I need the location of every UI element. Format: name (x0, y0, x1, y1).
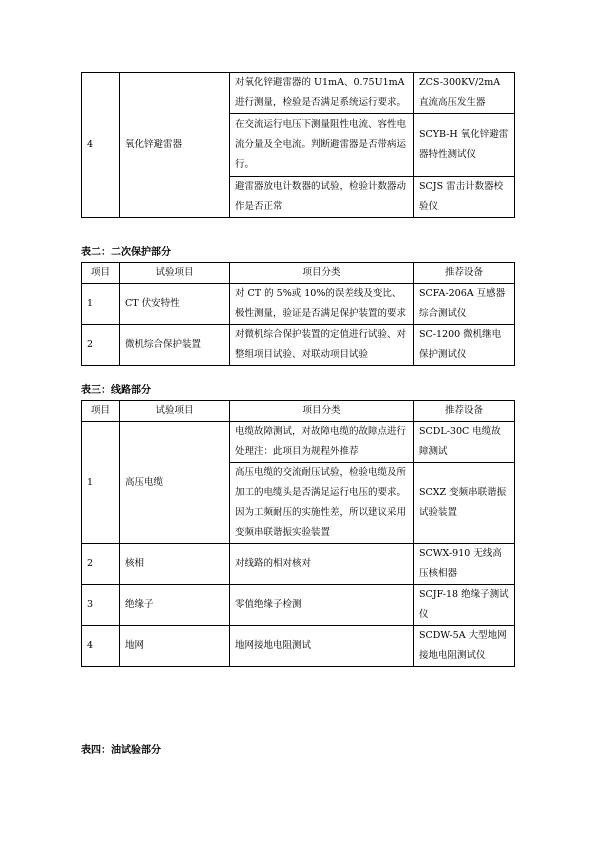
table-row (82, 626, 515, 667)
recommended-equipment: SCYB-H 氧化锌避雷器特性测试仪 (414, 114, 515, 177)
table-2 (81, 262, 515, 366)
table-header-row (82, 401, 515, 422)
item-description: 对氧化锌避雷器的 U1mA、0.75U1mA 进行测量，检验是否满足系统运行要求。 (230, 73, 414, 114)
header-cell: 推荐设备 (414, 263, 515, 284)
header-cell: 项目分类 (230, 263, 414, 284)
table-row (82, 73, 515, 114)
table-4-caption: 表四：油试验部分 (81, 745, 161, 756)
header-cell: 试验项目 (120, 263, 230, 284)
item-description: 避雷器放电计数器的试验，检验计数器动作是否正常 (230, 177, 414, 218)
table-1 (81, 72, 515, 218)
row-number: 1 (82, 284, 120, 325)
header-cell: 推荐设备 (414, 401, 515, 422)
table-row (82, 325, 515, 366)
row-number: 2 (82, 544, 120, 585)
row-number: 2 (82, 325, 120, 366)
item-description: 零值绝缘子检测 (230, 585, 414, 626)
recommended-equipment: SCXZ 变频串联谐振试验装置 (414, 463, 515, 544)
item-description: 对线路的相对核对 (230, 544, 414, 585)
item-description: 对微机综合保护装置的定值进行试验、对整组项目试验、对联动项目试验 (230, 325, 414, 366)
recommended-equipment: SC-1200 微机继电保护测试仪 (414, 325, 515, 366)
recommended-equipment: SCFA-206A 互感器综合测试仪 (414, 284, 515, 325)
table-row (82, 544, 515, 585)
header-cell: 试验项目 (120, 401, 230, 422)
table-row (82, 585, 515, 626)
table-header-row (82, 263, 515, 284)
item-description: 电缆故障测试，对故障电缆的故障点进行处理注：此项目为规程外推荐 (230, 422, 414, 463)
row-number: 3 (82, 585, 120, 626)
table-3-caption: 表三：线路部分 (81, 385, 151, 396)
table-row (82, 284, 515, 325)
item-description: 地网接地电阻测试 (230, 626, 414, 667)
table-3 (81, 400, 515, 667)
test-item: 核相 (120, 544, 230, 585)
recommended-equipment: SCDW-5A 大型地网接地电阻测试仪 (414, 626, 515, 667)
recommended-equipment: SCJF-18 绝缘子测试仪 (414, 585, 515, 626)
recommended-equipment: SCDL-30C 电缆故障测试 (414, 422, 515, 463)
header-cell: 项目 (82, 401, 120, 422)
header-cell: 项目分类 (230, 401, 414, 422)
table-row (82, 422, 515, 463)
test-item: 高压电缆 (120, 422, 230, 544)
item-description: 在交流运行电压下测量阻性电流、容性电流分量及全电流。判断避雷器是否带病运行。 (230, 114, 414, 177)
recommended-equipment: SCWX-910 无线高压核相器 (414, 544, 515, 585)
table-2-caption: 表二：二次保护部分 (81, 247, 171, 258)
test-item: 氧化锌避雷器 (120, 73, 230, 218)
recommended-equipment: ZCS-300KV/2mA 直流高压发生器 (414, 73, 515, 114)
item-description: 对 CT 的 5%或 10%的误差线及变比、极性测量，验证是否满足保护装置的要求 (230, 284, 414, 325)
test-item: 微机综合保护装置 (120, 325, 230, 366)
row-number: 4 (82, 73, 120, 218)
header-cell: 项目 (82, 263, 120, 284)
row-number: 1 (82, 422, 120, 544)
item-description: 高压电缆的交流耐压试验，检验电缆及所加工的电缆头是否满足运行电压的要求。因为工频耐压的实施性差，所以建议采用变频串联谐振实验装置 (230, 463, 414, 544)
row-number: 4 (82, 626, 120, 667)
test-item: 地网 (120, 626, 230, 667)
test-item: 绝缘子 (120, 585, 230, 626)
recommended-equipment: SCJS 雷击计数器校验仪 (414, 177, 515, 218)
test-item: CT 伏安特性 (120, 284, 230, 325)
